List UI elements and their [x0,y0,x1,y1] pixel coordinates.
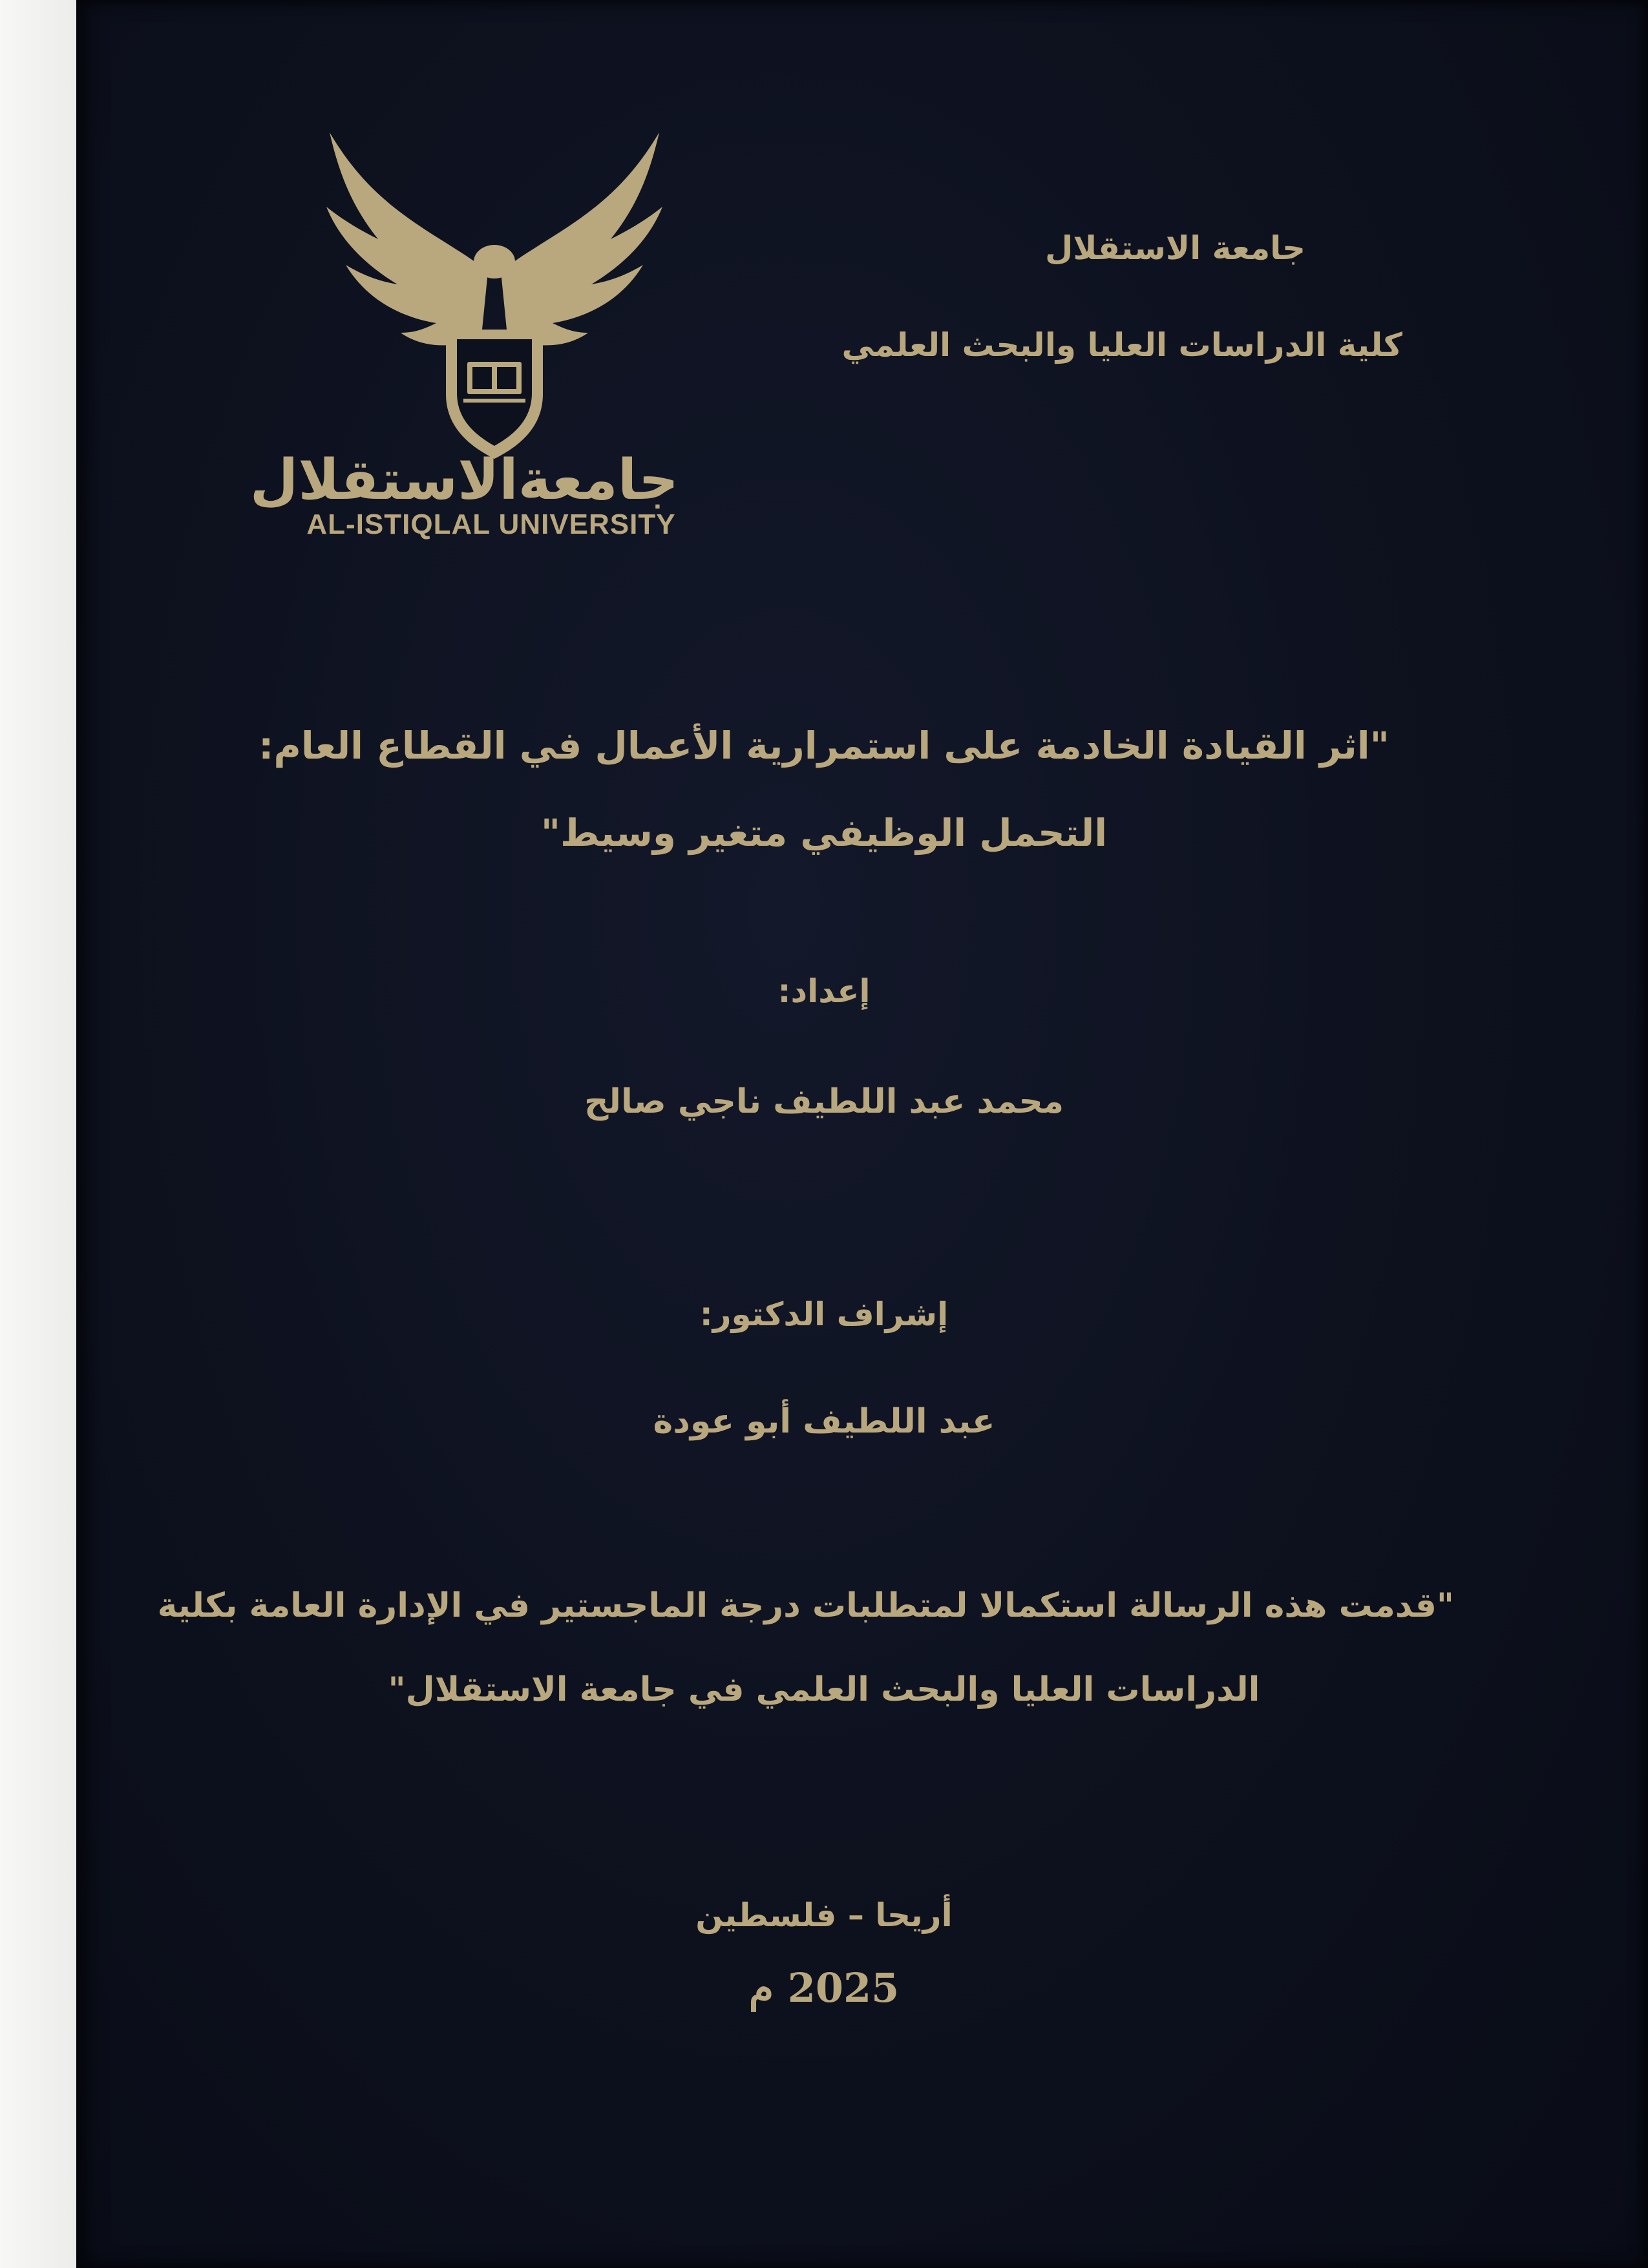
scan-margin [0,0,76,2268]
thesis-title-line-1: "اثر القيادة الخادمة على استمرارية الأعمال في القطاع العام: [259,724,1389,768]
college-name: كلية الدراسات العليا والبحث العلمي [841,326,1402,364]
logo-english-name: AL-ISTIQLAL UNIVERSITY [306,509,676,540]
supervisor-name: عبد اللطيف أبو عودة [653,1402,995,1441]
university-name: جامعة الاستقلال [1044,229,1305,267]
thesis-description-line-1: "قدمت هذه الرسالة استكمالا لمتطلبات درجة الماجستير في الإدارة العامة بكلية [157,1586,1454,1625]
prepared-by-label: إعداد: [777,972,871,1010]
university-logo [294,116,695,478]
submission-year: 2025 م [748,1964,900,2011]
author-name: محمد عبد اللطيف ناجي صالح [584,1082,1064,1121]
thesis-description-line-2: الدراسات العليا والبحث العلمي في جامعة الاستقلال" [388,1670,1260,1709]
eagle-shield-book-icon [294,116,695,478]
thesis-title-line-2: التحمل الوظيفي متغير وسيط" [540,811,1108,855]
place-of-submission: أريحا – فلسطين [695,1896,953,1934]
logo-arabic-name: جامعةالاستقلال [249,448,679,512]
supervision-label: إشراف الدكتور: [699,1296,949,1333]
